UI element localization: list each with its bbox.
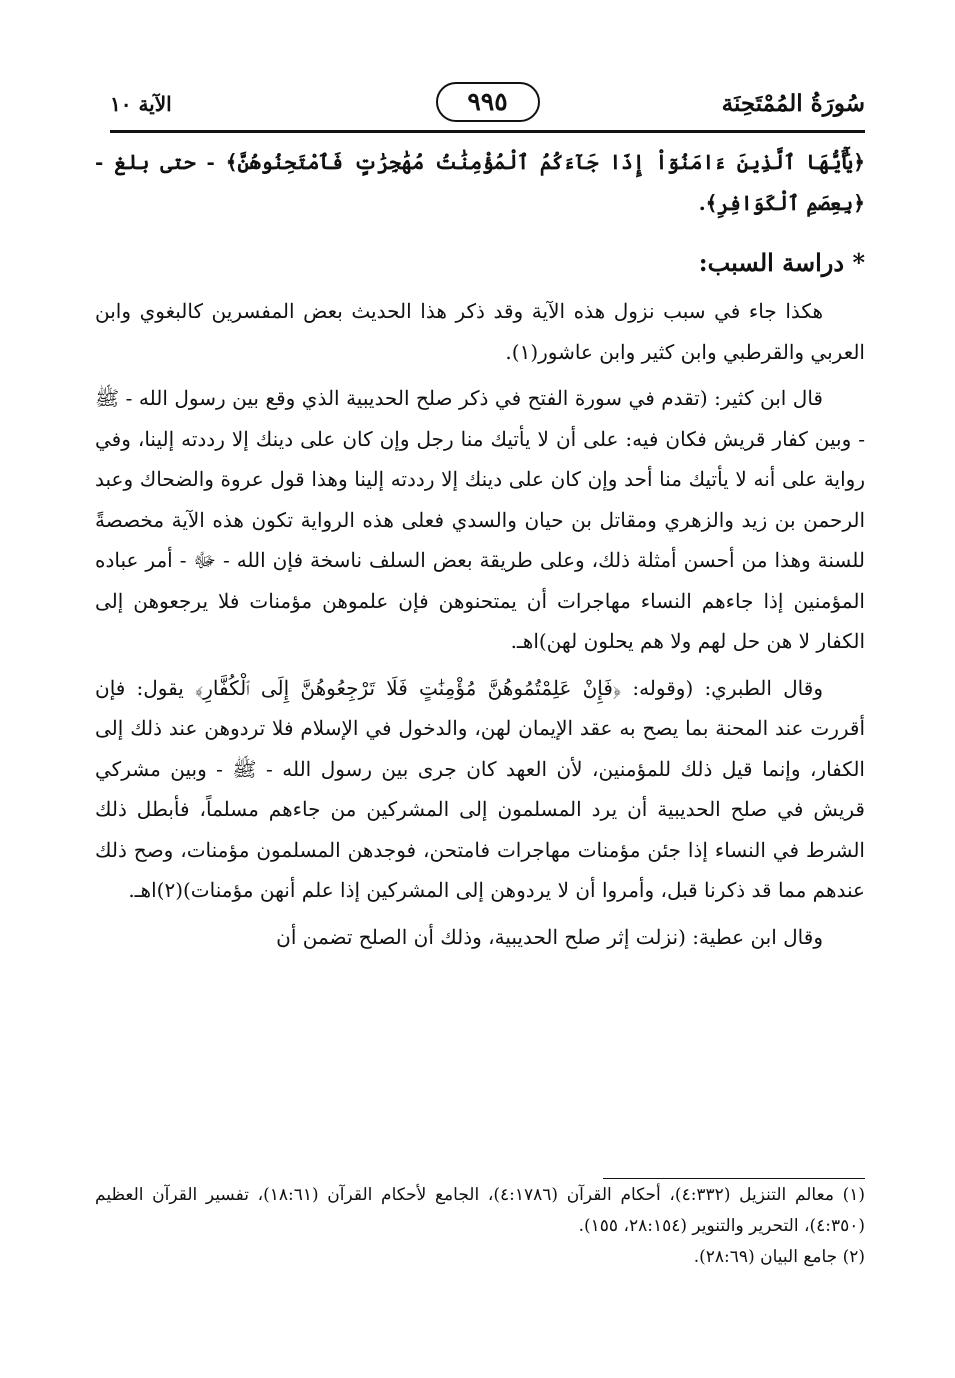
page-number-badge: ٩٩٥ bbox=[436, 82, 540, 122]
footnote-2: (٢) جامع البيان (٢٨:٦٩). bbox=[693, 1247, 865, 1267]
paragraph-ibn-kathir: قال ابن كثير: (تقدم في سورة الفتح في ذكر صلح الحديبية الذي وقع بين رسول الله - ﷺ - وبين كفار قريش فكان فيه: على أن لا يأتيك منا رجل وإن كان على دينك إلا رددته إلينا، وفي رواية على أنه لا يأتيك منا أحد وإن كان على دينك إلا رددته إلينا وهذا قول عروة والضحاك وعبد الرحمن بن زيد والزهري ومقاتل بن حيان والسدي فعلى هذه الرواية تكون هذه الآية مخصصةً للسنة وهذا من أحسن أمثلة ذلك، وعلى طريقة بعض السلف ناسخة فإن الله - ﷻ - أمر عباده المؤمنين إذا جاءهم النساء مهاجرات أن يمتحنوهن فإن علموهن مؤمنات فلا يرجعوهن إلى الكفار لا هن حل لهم ولا هم يحلون لهن)اهـ. bbox=[95, 386, 865, 653]
header-divider bbox=[110, 130, 865, 133]
verse-text: ﴿يَٰٓأَيُّهَا ٱلَّذِينَ ءَامَنُوٓاْ إِذَا جَآءَكُمُ ٱلْمُؤْمِنَٰتُ مُهَٰجِرَٰتٍ فَٱمْتَحِنُوهُنَّ﴾ - حتى بلغ - ﴿بِعِصَمِ ٱلْكَوَافِرِ﴾. bbox=[95, 150, 865, 215]
page-header bbox=[110, 82, 865, 122]
paragraph-intro: هكذا جاء في سبب نزول هذه الآية وقد ذكر هذا الحديث بعض المفسرين كالبغوي وابن العربي والقرطبي وابن كثير وابن عاشور(١). bbox=[95, 299, 865, 364]
surah-name: سُورَةُ المُمْتَحِنَة bbox=[721, 90, 865, 117]
paragraph-ibn-atiyya: وقال ابن عطية: (نزلت إثر صلح الحديبية، وذلك أن الصلح تضمن أن bbox=[276, 924, 823, 949]
footnote-divider bbox=[603, 1178, 865, 1179]
ayah-label: الآية ١٠ bbox=[110, 92, 172, 116]
main-content bbox=[95, 142, 865, 963]
footnotes bbox=[95, 1180, 865, 1273]
footnote-1: (١) معالم التنزيل (٤:٣٣٢)، أحكام القرآن (٤:١٧٨٦)، الجامع لأحكام القرآن (١٨:٦١)، تفسير القرآن العظيم (٤:٣٥٠)، التحرير والتنوير (٢٨:١٥٤، ١٥٥). bbox=[95, 1185, 866, 1236]
section-heading: * دراسة السبب: bbox=[698, 248, 865, 277]
paragraph-tabari: وقال الطبري: (وقوله: ﴿فَإِنْ عَلِمْتُمُوهُنَّ مُؤْمِنَٰتٍ فَلَا تَرْجِعُوهُنَّ إِلَى ٱلْكُفَّارِ﴾ يقول: فإن أقررت عند المحنة بما يصح به عقد الإيمان لهن، والدخول في الإسلام فلا تردوهن عند ذلك إلى الكفار، وإنما قيل ذلك للمؤمنين، لأن العهد كان جرى بين رسول الله - ﷺ - وبين مشركي قريش في صلح الحديبية أن يرد المسلمون إلى المشركين من جاءهم مسلماً، فأبطل ذلك الشرط في النساء إذا جئن مؤمنات مهاجرات فامتحن، فوجدهن المسلمون مؤمنات، وصح ذلك عندهم مما قد ذكرنا قبل، وأمروا أن لا يردوهن إلى المشركين إذا علم أنهن مؤمنات)(٢)اهـ. bbox=[95, 675, 865, 902]
